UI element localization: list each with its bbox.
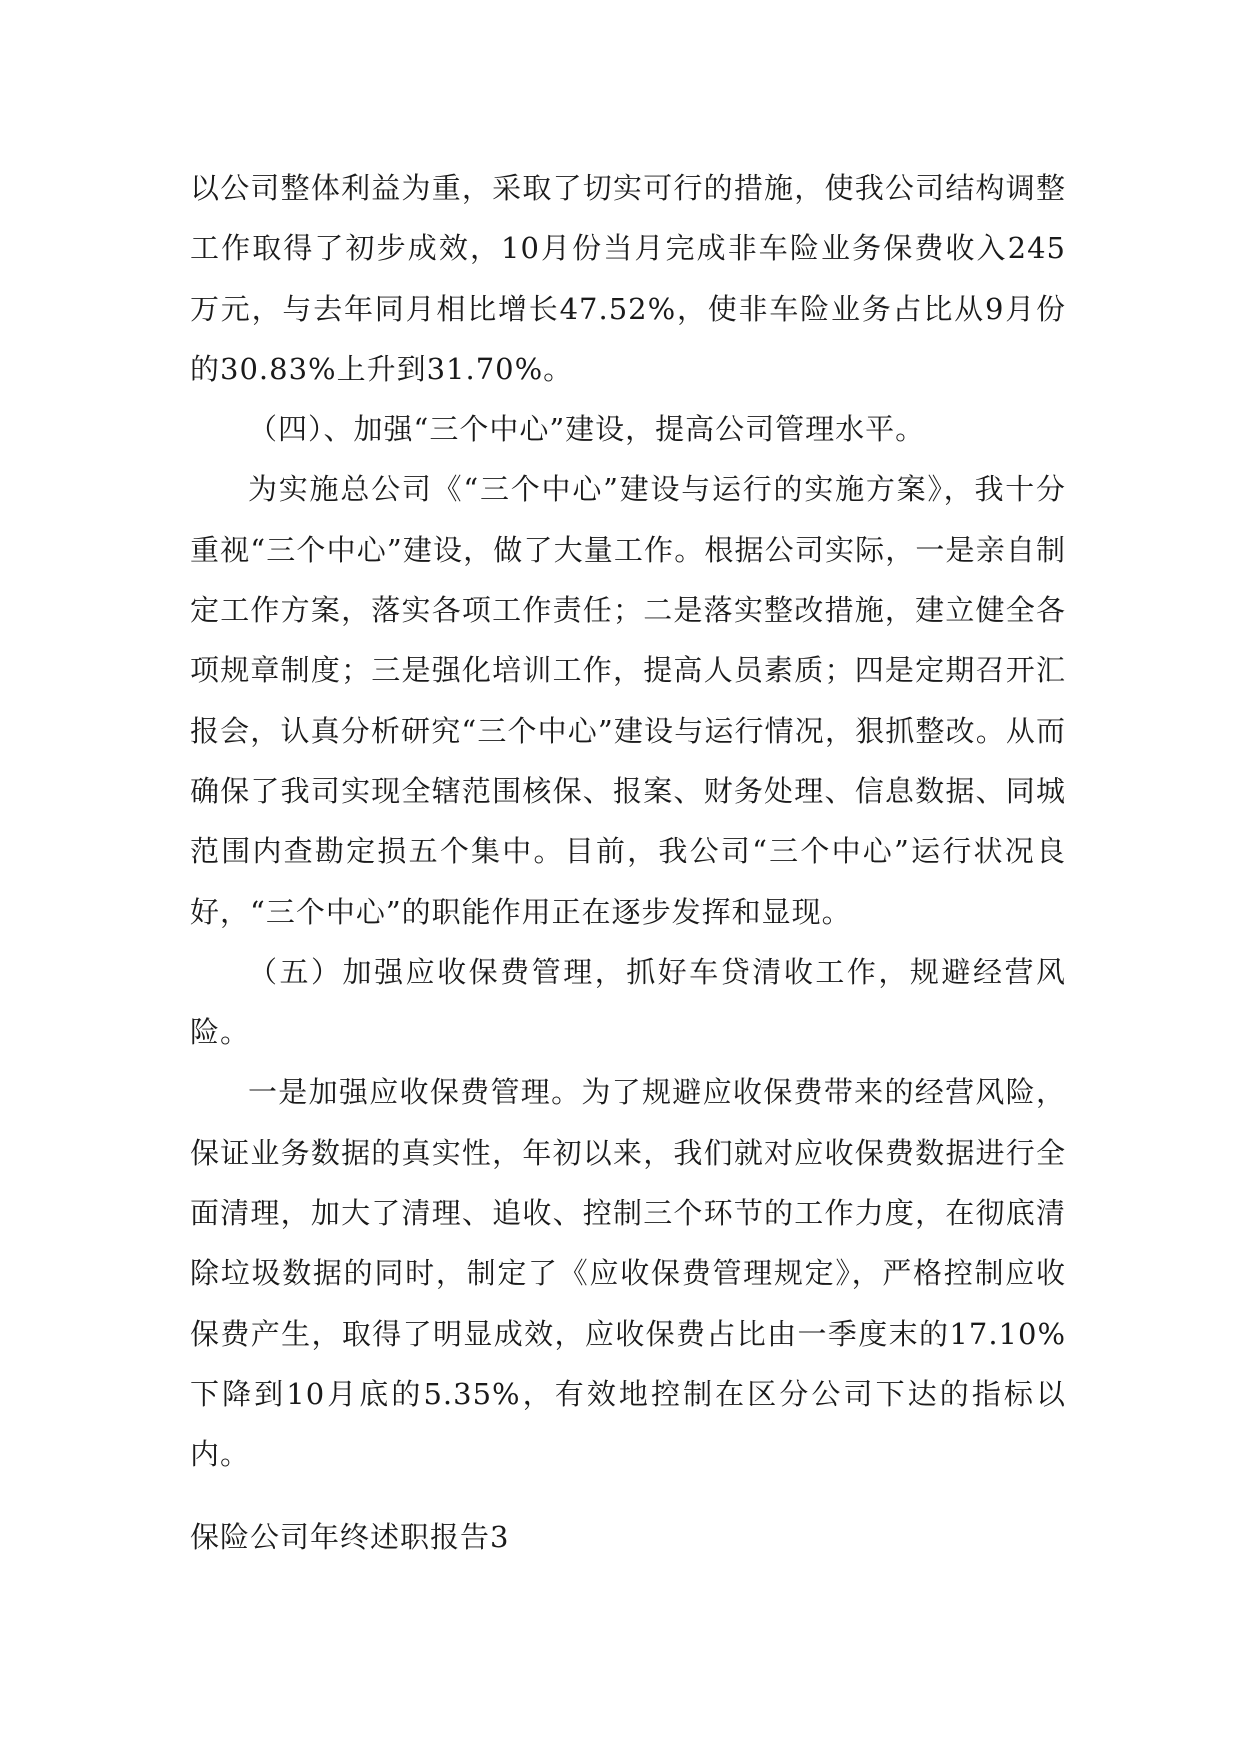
paragraph-continued: 以公司整体利益为重，采取了切实可行的措施，使我公司结构调整工作取得了初步成效，10月份当月完成非车险业务保费收入245万元，与去年同月相比增长47.52%，使非车险业务占比从9月份的30.83%上升到31.70%。 — [190, 171, 1066, 386]
section-heading: 保险公司年终述职报告3 — [190, 1520, 510, 1554]
paragraph-heading-four: （四）、加强“三个中心”建设，提高公司管理水平。 — [248, 412, 926, 447]
document-body — [190, 158, 1066, 1485]
paragraph-heading-five: （五）加强应收保费管理，抓好车贷清收工作，规避经营风险。 — [190, 954, 1066, 1050]
paragraph-receivables: 一是加强应收保费管理。为了规避应收保费带来的经营风险，保证业务数据的真实性，年初以来，我们就对应收保费数据进行全面清理，加大了清理、追收、控制三个环节的工作力度，在彻底清除垃圾数据的同时，制定了《应收保费管理规定》，严格控制应收保费产生，取得了明显成效，应收保费占比由一季度末的17.10%下降到10月底的5.35%，有效地控制在区分公司下达的指标以内。 — [190, 1075, 1066, 1472]
paragraph-three-centers: 为实施总公司《“三个中心”建设与运行的实施方案》，我十分重视“三个中心”建设，做了大量工作。根据公司实际，一是亲自制定工作方案，落实各项工作责任；二是落实整改措施，建立健全各项规章制度；三是强化培训工作，提高人员素质；四是定期召开汇报会，认真分析研究“三个中心”建设与运行情况，狠抓整改。从而确保了我司实现全辖范围核保、报案、财务处理、信息数据、同城范围内查勘定损五个集中。目前，我公司“三个中心”运行状况良好，“三个中心”的职能作用正在逐步发挥和显现。 — [190, 472, 1066, 929]
